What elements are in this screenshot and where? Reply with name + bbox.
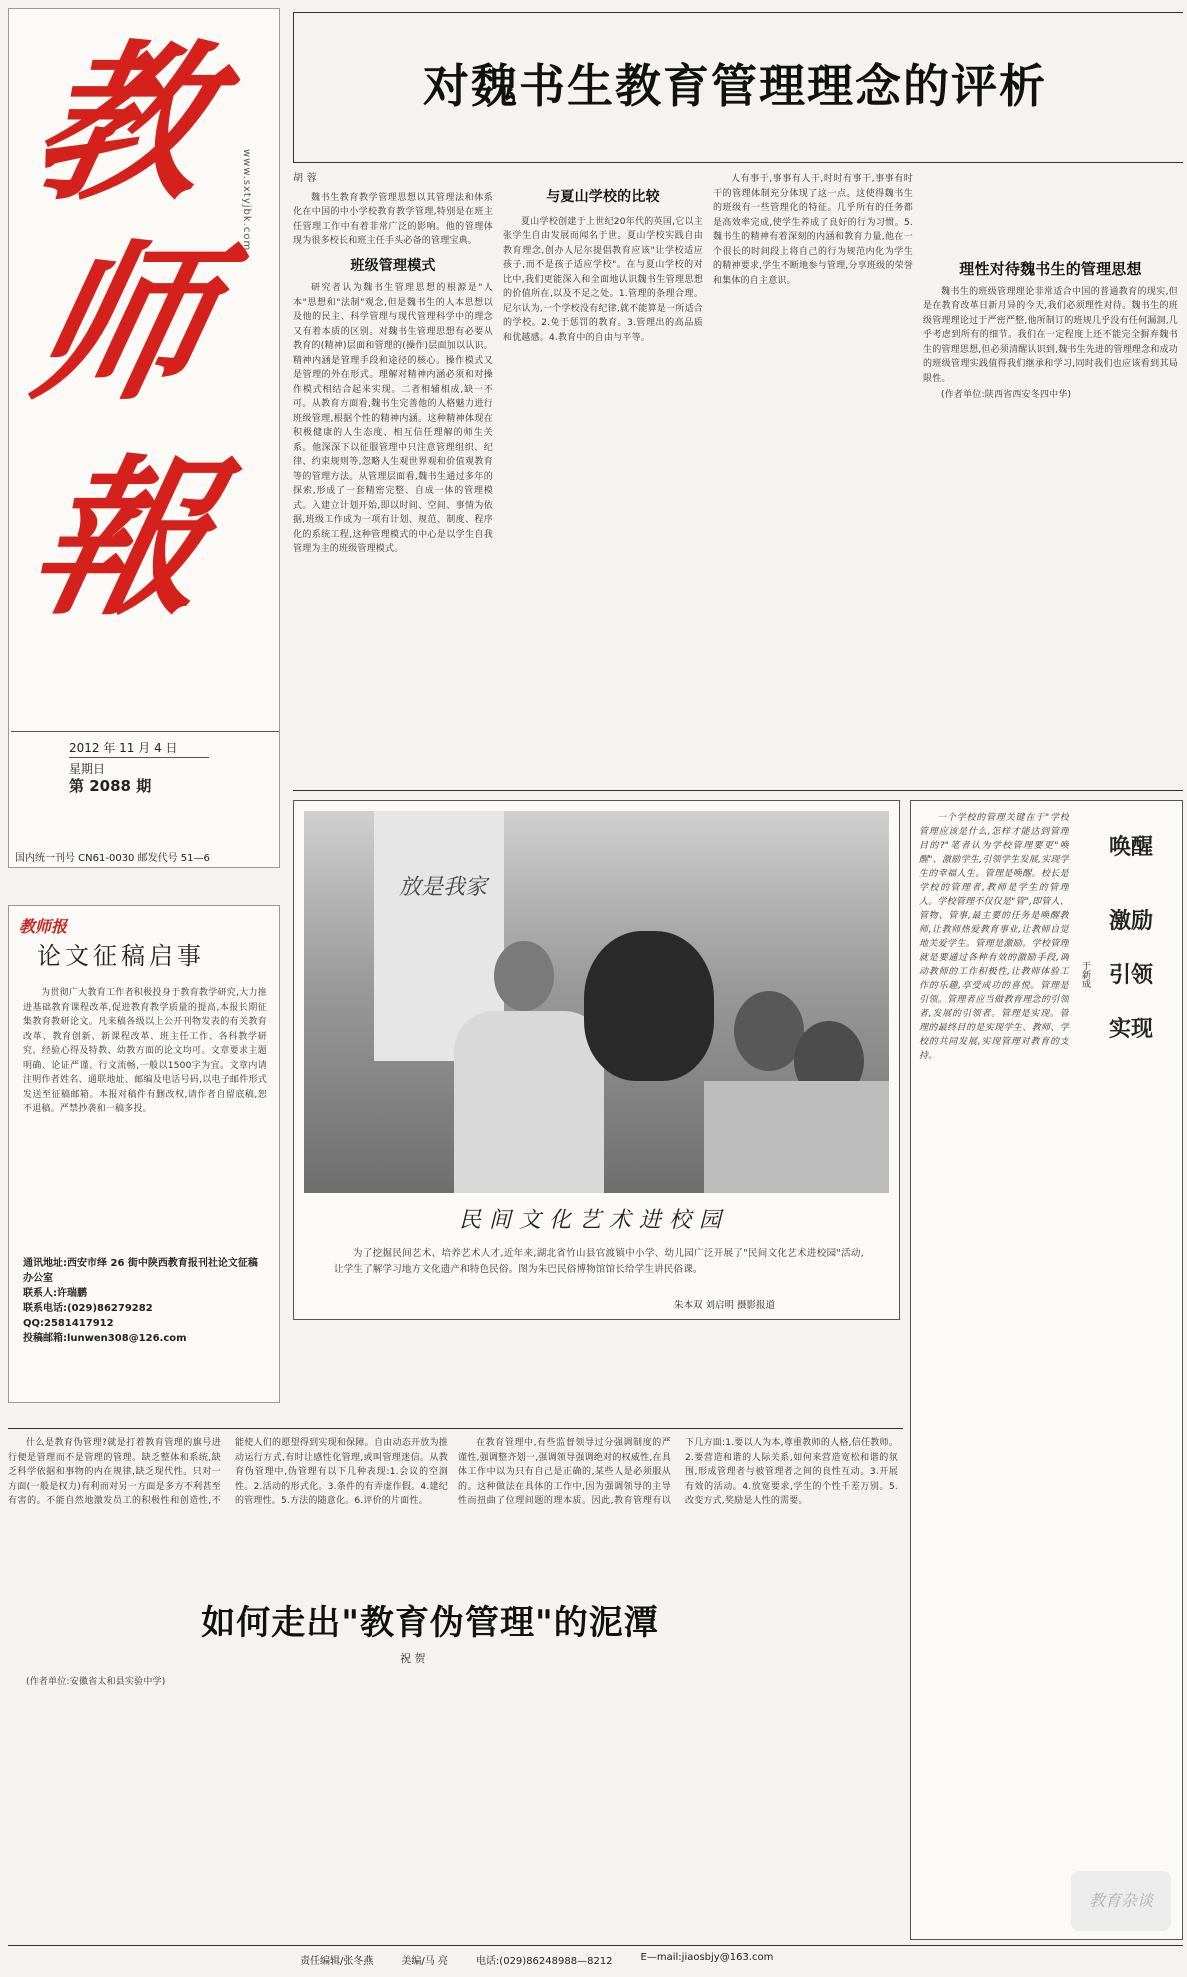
notice-qq: QQ:2581417912	[23, 1318, 114, 1329]
gourd-artifact	[584, 931, 714, 1081]
bottom-article-upper-wrap-2	[458, 1436, 898, 1581]
feature-stamp: 教育杂谈	[1071, 1871, 1171, 1931]
photo-caption-wrap	[334, 1246, 864, 1296]
teacher-body	[454, 1011, 604, 1193]
footer-phone: 电话:(029)86248988—8212	[475, 1956, 613, 1967]
main-article-byline: (作者单位:陕西省西安冬四中华)	[941, 390, 1072, 400]
footer-rule	[8, 1945, 1183, 1946]
main-article-col-1	[293, 172, 493, 782]
section3-text: 魏书生的班级管理理论非常适合中国的普通教育的现实,但是在教育改革日新月异的今天,我们必须理性对待。魏书生的班级管理理论过于严密严整,他所制订的班规几乎没有任何漏洞,几乎考虑到所有的细节。我们在一定程度上还不能完全摒弃魏书生的管理思想,但必须清醒认识到,魏书生先进的管理理念和成功的班级管理实践值得我们继承和学习,同时我们也应该看到其局限性。	[923, 286, 1178, 384]
notice-address: 通讯地址:西安市绎 26 街中陕西教育报刊社论文征稿办公室	[23, 1258, 258, 1284]
footer-editor: 责任编辑/张冬燕	[300, 1956, 374, 1967]
title-part-2: 激励	[1108, 909, 1153, 934]
right-feature-box	[910, 800, 1183, 1940]
bottom-article-text-a: 什么是教育伪管理?就是打着教育管理的旗号进行便是管理而不是管理的管理。缺乏整体和系统,缺乏科学依据和事物的内在规律,缺乏现代性。只对一方面(一般是权力)有利而对另一方面是多方不利甚至有害的。不能自然地激发员工的积极性和创造性,不能使人们的愿望得到实现和保障。自由动态开放为推动运行方式,有时让感性化管理,或叫管理迷信。从教育伪管理中,伪管理有以下几种表现:1.会议的空洞性。2.活动的形式化。3.条件的有弄虚作假。4.建纪的管理性。5.方法的随意化。6.评价的片面性。	[8, 1438, 448, 1506]
title-bottom-rule	[293, 162, 1183, 163]
issue-date: 2012 年 11 月 4 日	[69, 741, 178, 755]
divider	[11, 731, 279, 732]
masthead-logo-char-3: 報	[15, 439, 229, 639]
notice-phone: 联系电话:(029)86279282	[23, 1303, 153, 1314]
title-left-rule	[293, 12, 294, 162]
bottom-article-text-b: 在教育管理中,有些监督领导过分强调制度的严谨性,强调整齐划一,强调领导强调绝对的权威性,在具体工作中以为只有自己是正确的,某些人是必须服从的。这种做法在具体的工作中,因为强调领导的主导性而扭曲了位理间题的理本质。因此,教育管理有以下几方面:1.要以人为本,尊重教师的人格,信任教师。2.要营造和谐的人际关系,如何来营造宽松和谐的氛围,形成管理者与被管理者之间的良性互动。3.开展有效的活动。4.放宽要求,学生的个性千差万别。5.改变方式,奖励是人性的需要。	[458, 1438, 898, 1506]
top-rule	[293, 12, 1183, 13]
masthead	[8, 8, 280, 868]
main-article-title: 对魏书生教育管理理念的评析	[423, 59, 1047, 113]
section-heading-rational: 理性对待魏书生的管理思想	[959, 260, 1142, 278]
section2-text: 夏山学校创建于上世纪20年代的英国,它以主张学生自由发展而闻名于世。夏山学校实践自由教育理念,创办人尼尔提倡教育应该"让学校适应孩子,而不是孩子适应学校"。在与夏山学校的对比中,我们更能深入和全面地认识魏书生管理思想的价值所在,以及不足之处。1.管理的条理合理。尼尔认为,一个学校没有纪律,就不能算是一所适合的学校。2.免于惩罚的教育。3.管理出的高品质和优越感。4.教育中的自由与平等。	[503, 216, 703, 343]
notice-contact-person: 联系人:许瑞鹏	[23, 1288, 87, 1299]
registration-info: 国内统一刊号 CN61-0030 邮发代号 51—6	[15, 853, 210, 864]
photo-folk-culture	[304, 811, 889, 1193]
call-for-papers-box	[8, 905, 280, 1403]
notice-body: 为贯彻广大教育工作者积极投身于教育教学研究,大力推进基础教育课程改革,促进教育教学质量的提高,本报长期征集教育教研论文。凡来稿各级以上公开刊物发表的有关教育改革、教育创新、新课程改革、班主任工作、各科教学研究、经验心得及特教、幼教方面的论文均可。文章要求主题明确、论证严谨、行文流畅,一般以1500字为宜。文章内请注明作者姓名、通联地址、邮编及电话号码,以电子邮件形式发送至征稿邮箱。本报对稿件有删改权,请作者自留底稿,恕不退稿。严禁抄袭和一稿多投。	[23, 988, 267, 1114]
right-feature-author: 于新成	[1080, 961, 1090, 988]
title-part-1: 唤醒	[1108, 835, 1153, 860]
teacher-head	[494, 941, 554, 1011]
photo-wall-text: 放是我家	[399, 875, 488, 900]
main-article-intro: 魏书生教育教学管理思想以其管理法和体系化在中国的中小学校教育教学管理,特别是在班主任管理工作中有着非常广泛的影响。他的管理体现为很多校长和班主任手头必备的管理宝典。	[293, 192, 493, 246]
photo-caption-title: 民间文化艺术进校园	[458, 1208, 729, 1233]
photo-caption-body: 为了挖掘民间艺术、培养艺术人才,近年来,湖北省竹山县官渡镇中小学、幼儿园广泛开展了"民间文化艺术进校园"活动,让学生了解学习地方文化遗产和特色民俗。图为朱巴民俗博物馆馆长给学生讲民俗课。	[334, 1248, 864, 1275]
right-feature-body-wrap	[919, 811, 1069, 1931]
right-feature-body: 一个学校的管理关键在于"学校管理应该是什么,怎样才能达到管理目的?"笔者认为学校管理要更"唤醒"、激励学生,引领学生发展,实现学生的幸福人生。管理是唤醒。校长是学校的管理者,教师是学生的管理人。学校管理不仅仅是"管",即管人、管物、管事,最主要的任务是唤醒教师,让教师热爱教育事业,让教师自觉地关爱学生。管理是激励。学校管理就是要通过各种有效的激励手段,调动教师的工作积极性,让教师体验工作的乐趣,享受成功的喜悦。管理是引领。管理者应当做教育理念的引领者,发展的引领者。管理是实现。管理的最终目的是实现学生、教师、学校的共同发展,实现管理对教育的支持。	[919, 813, 1069, 1061]
bottom-article-upper-wrap	[8, 1436, 448, 1581]
section1-text: 研究者认为魏书生管理思想的根源是"人本"思想和"法制"观念,但是魏书生的人本思想以及他的民主、科学管理与现代管理科学中的理念又有着本质的区别。对魏书生管理思想有必要从教育的(精神)层面和管理的(操作)层面加以认识。精神内涵是管理手段和途径的核心。操作模式又是管理的外在形式。理解对精神内涵必须和对操作模式相结合起来实现。二者相辅相成,缺一不可。从教育方面看,魏书生完善他的人格魅力进行班级管理,根据个性的精神内涵。这种精神体现在积极健康的人生态度、相互信任理解的师生关系。他深深下以征服管理中只注意管理组织、纪律、约束规则等,忽略人生观世界观和价值观教育等的管理方法。从管理层面看,魏书生通过多年的探索,形成了一套精密完整、自成一体的管理模式。入建立计划开始,即以时间、空间、事情为依据,班级工作成为一项有计划、规范、制度、程序化的系统工程,这种管理模式的中心是以学生自我管理为主的班级管理模式。	[293, 283, 493, 554]
photo-story-box	[293, 800, 900, 1320]
section-heading-summerhill: 与夏山学校的比较	[546, 189, 660, 205]
students-group	[704, 1081, 889, 1193]
section-heading-class-management: 班级管理模式	[350, 257, 436, 274]
footer-designer: 美编/马 亮	[401, 1956, 448, 1967]
bottom-article-title: 如何走出"教育伪管理"的泥潭	[201, 1603, 659, 1643]
notice-email: 投稿邮箱:lunwen308@126.com	[23, 1333, 187, 1344]
page-footer	[300, 1952, 1000, 1967]
title-part-4: 实现	[1108, 1017, 1153, 1042]
main-article-col-3	[713, 172, 913, 782]
right-feature-title	[1101, 831, 1161, 1047]
photo-credit: 朱本双 刘启明 摄影报道	[674, 1300, 776, 1311]
masthead-website: www.sxtyjbk.com	[241, 149, 252, 252]
notice-logo: 教师报	[19, 917, 68, 936]
title-part-3: 引领	[1108, 963, 1153, 988]
issue-weekday: 星期日	[69, 757, 209, 777]
footer-email: E—mail:jiaosbjy@163.com	[640, 1952, 774, 1963]
main-article-bottom-rule	[293, 790, 1183, 791]
bottom-article-author: 祝 贺	[400, 1652, 426, 1665]
bottom-article-top-rule	[8, 1428, 903, 1429]
bottom-article-lower-wrap	[8, 1675, 898, 1925]
notice-contact	[23, 1256, 267, 1346]
main-article-author: 胡 蓉	[293, 173, 317, 184]
main-article-col-2	[503, 172, 703, 782]
main-article-col-4	[923, 172, 1178, 782]
masthead-logo-char-1: 教	[15, 24, 229, 224]
notice-title: 论文征稿启事	[37, 942, 205, 970]
issue-number: 第 2088 期	[69, 777, 152, 795]
masthead-logo-char-2: 师	[15, 224, 229, 424]
notice-body-wrap	[23, 986, 267, 1246]
bottom-article-footer-note: (作者单位:安徽省太和县实验中学)	[26, 1677, 166, 1687]
col3-text: 人有事干,事事有人干,时时有事干,事事有时干的管理体制充分体现了这一点。这使得魏书生的班级有一些管理化的特征。几乎所有的任务都是高效率完成,使学生养成了良好的行为习惯。5.魏书生的精神有着深刻的内涵和教育力量,他在一个很长的时间段上将自己的行为规范内化为学生的精神要求,学生不断地参与管理,分享班级的荣誉和集体的自主意识。	[713, 174, 913, 286]
